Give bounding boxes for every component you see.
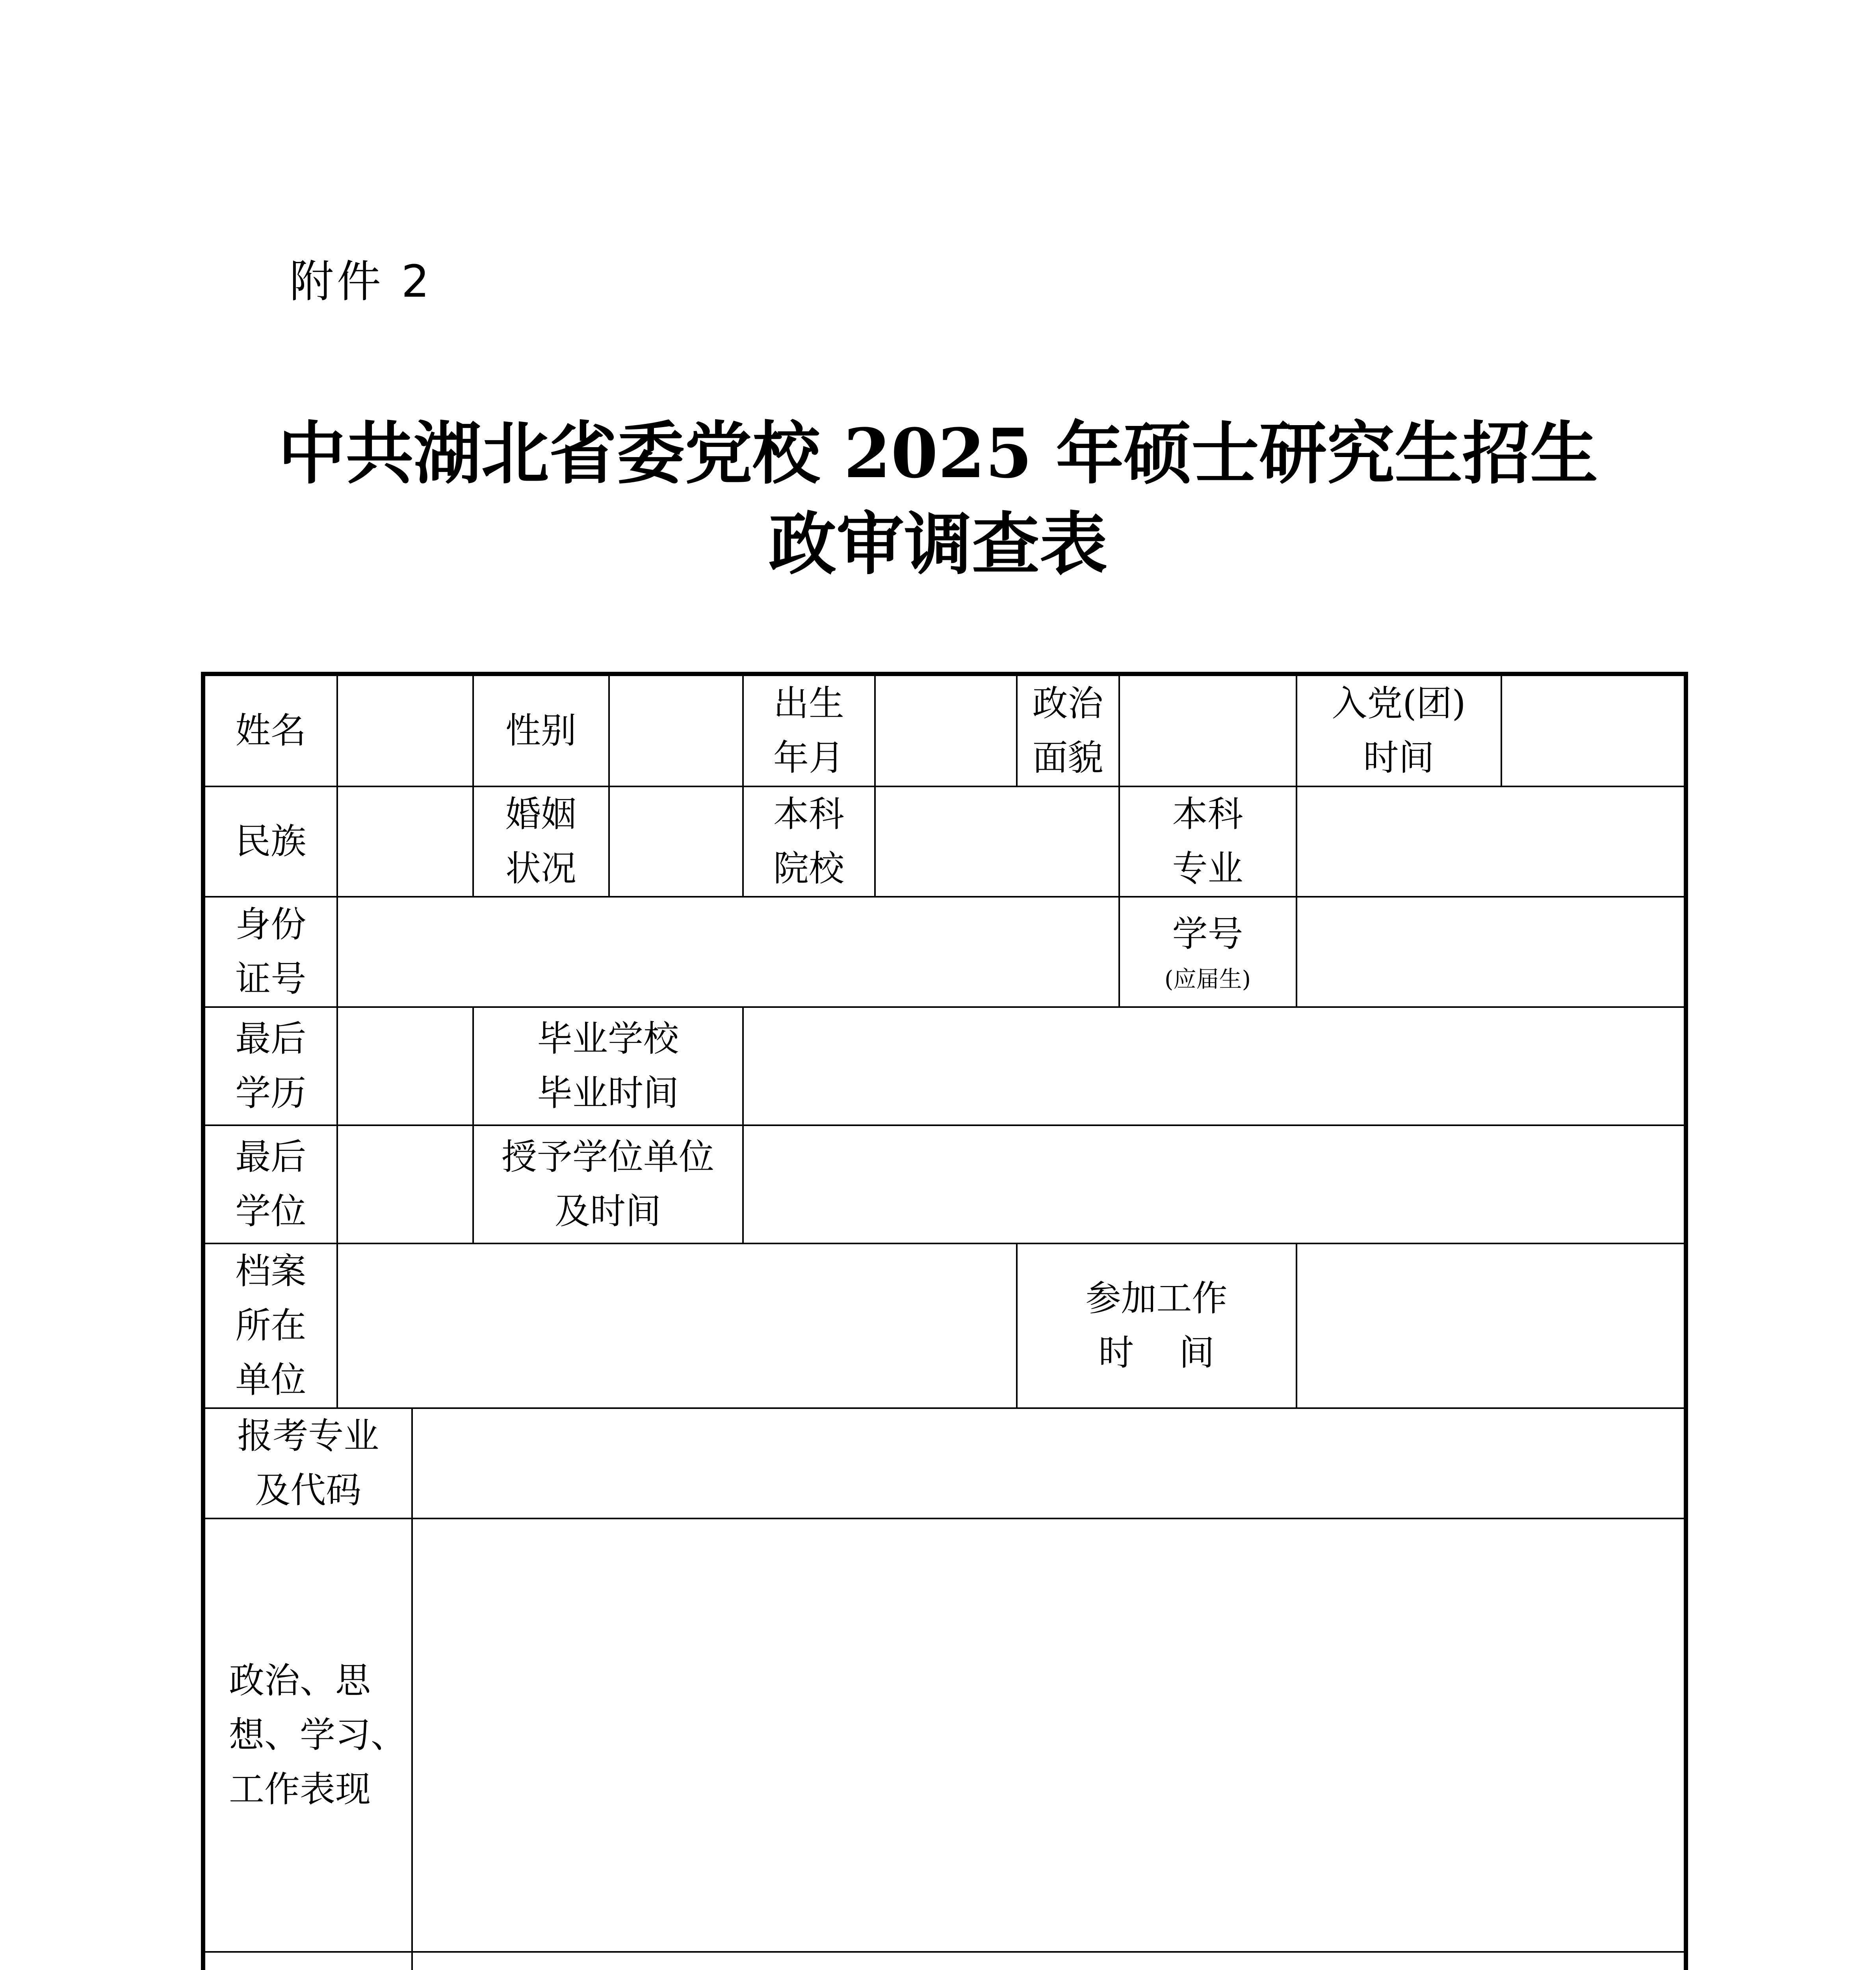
field-ethnicity[interactable] [337, 786, 473, 897]
field-gender[interactable] [609, 674, 743, 786]
field-political-status[interactable] [1119, 674, 1296, 786]
field-archive-unit[interactable] [337, 1243, 1017, 1408]
row-id [203, 897, 1686, 1007]
label-degree-unit-time: 授予学位单位 及时间 [473, 1125, 743, 1243]
label-archive-unit: 档案 所在 单位 [203, 1243, 337, 1408]
field-awards[interactable] [412, 1952, 1686, 1970]
field-performance[interactable] [412, 1518, 1686, 1952]
field-applied-major[interactable] [412, 1408, 1686, 1518]
field-id-number[interactable] [337, 897, 1119, 1007]
row-last-education [203, 1007, 1686, 1125]
political-review-form [201, 672, 1688, 1970]
label-name: 姓名 [203, 674, 337, 786]
field-marital[interactable] [609, 786, 743, 897]
label-political-status: 政治 面貌 [1017, 674, 1119, 786]
row-performance [203, 1518, 1686, 1952]
field-last-degree[interactable] [337, 1125, 473, 1243]
label-undergrad-major: 本科 专业 [1119, 786, 1296, 897]
label-awards [203, 1952, 412, 1970]
page-title: 中共湖北省委党校 2025 年硕士研究生招生 [278, 413, 1598, 493]
row-applied-major [203, 1408, 1686, 1518]
label-applied-major: 报考专业 及代码 [203, 1408, 412, 1518]
field-last-education[interactable] [337, 1007, 473, 1125]
row-awards [203, 1952, 1686, 1970]
field-party-join-time[interactable] [1501, 674, 1686, 786]
label-grad-school-time: 毕业学校 毕业时间 [473, 1007, 743, 1125]
label-performance: 政治、思 想、学习、 工作表现 [203, 1518, 412, 1952]
label-id-number: 身份 证号 [203, 897, 337, 1007]
label-last-education: 最后 学历 [203, 1007, 337, 1125]
label-marital: 婚姻 状况 [473, 786, 609, 897]
field-degree-unit-time[interactable] [743, 1125, 1686, 1243]
field-grad-school-time[interactable] [743, 1007, 1686, 1125]
label-work-start: 参加工作 时 间 [1017, 1243, 1296, 1408]
label-gender: 性别 [473, 674, 609, 786]
label-last-degree: 最后 学位 [203, 1125, 337, 1243]
row-archive [203, 1243, 1686, 1408]
row-ethnicity [203, 786, 1686, 897]
label-birth: 出生 年月 [743, 674, 875, 786]
field-work-start[interactable] [1296, 1243, 1686, 1408]
page-subtitle: 政审调查表 [769, 504, 1107, 584]
field-student-id[interactable] [1296, 897, 1686, 1007]
field-undergrad-school[interactable] [875, 786, 1119, 897]
field-undergrad-major[interactable] [1296, 786, 1686, 897]
field-name[interactable] [337, 674, 473, 786]
row-last-degree [203, 1125, 1686, 1243]
attachment-label: 附件 2 [290, 256, 433, 307]
row-basic-info [203, 674, 1686, 786]
label-party-join-time: 入党(团) 时间 [1296, 674, 1501, 786]
label-ethnicity: 民族 [203, 786, 337, 897]
label-undergrad-school: 本科 院校 [743, 786, 875, 897]
label-student-id: 学号 (应届生) [1119, 897, 1296, 1007]
field-birth[interactable] [875, 674, 1017, 786]
